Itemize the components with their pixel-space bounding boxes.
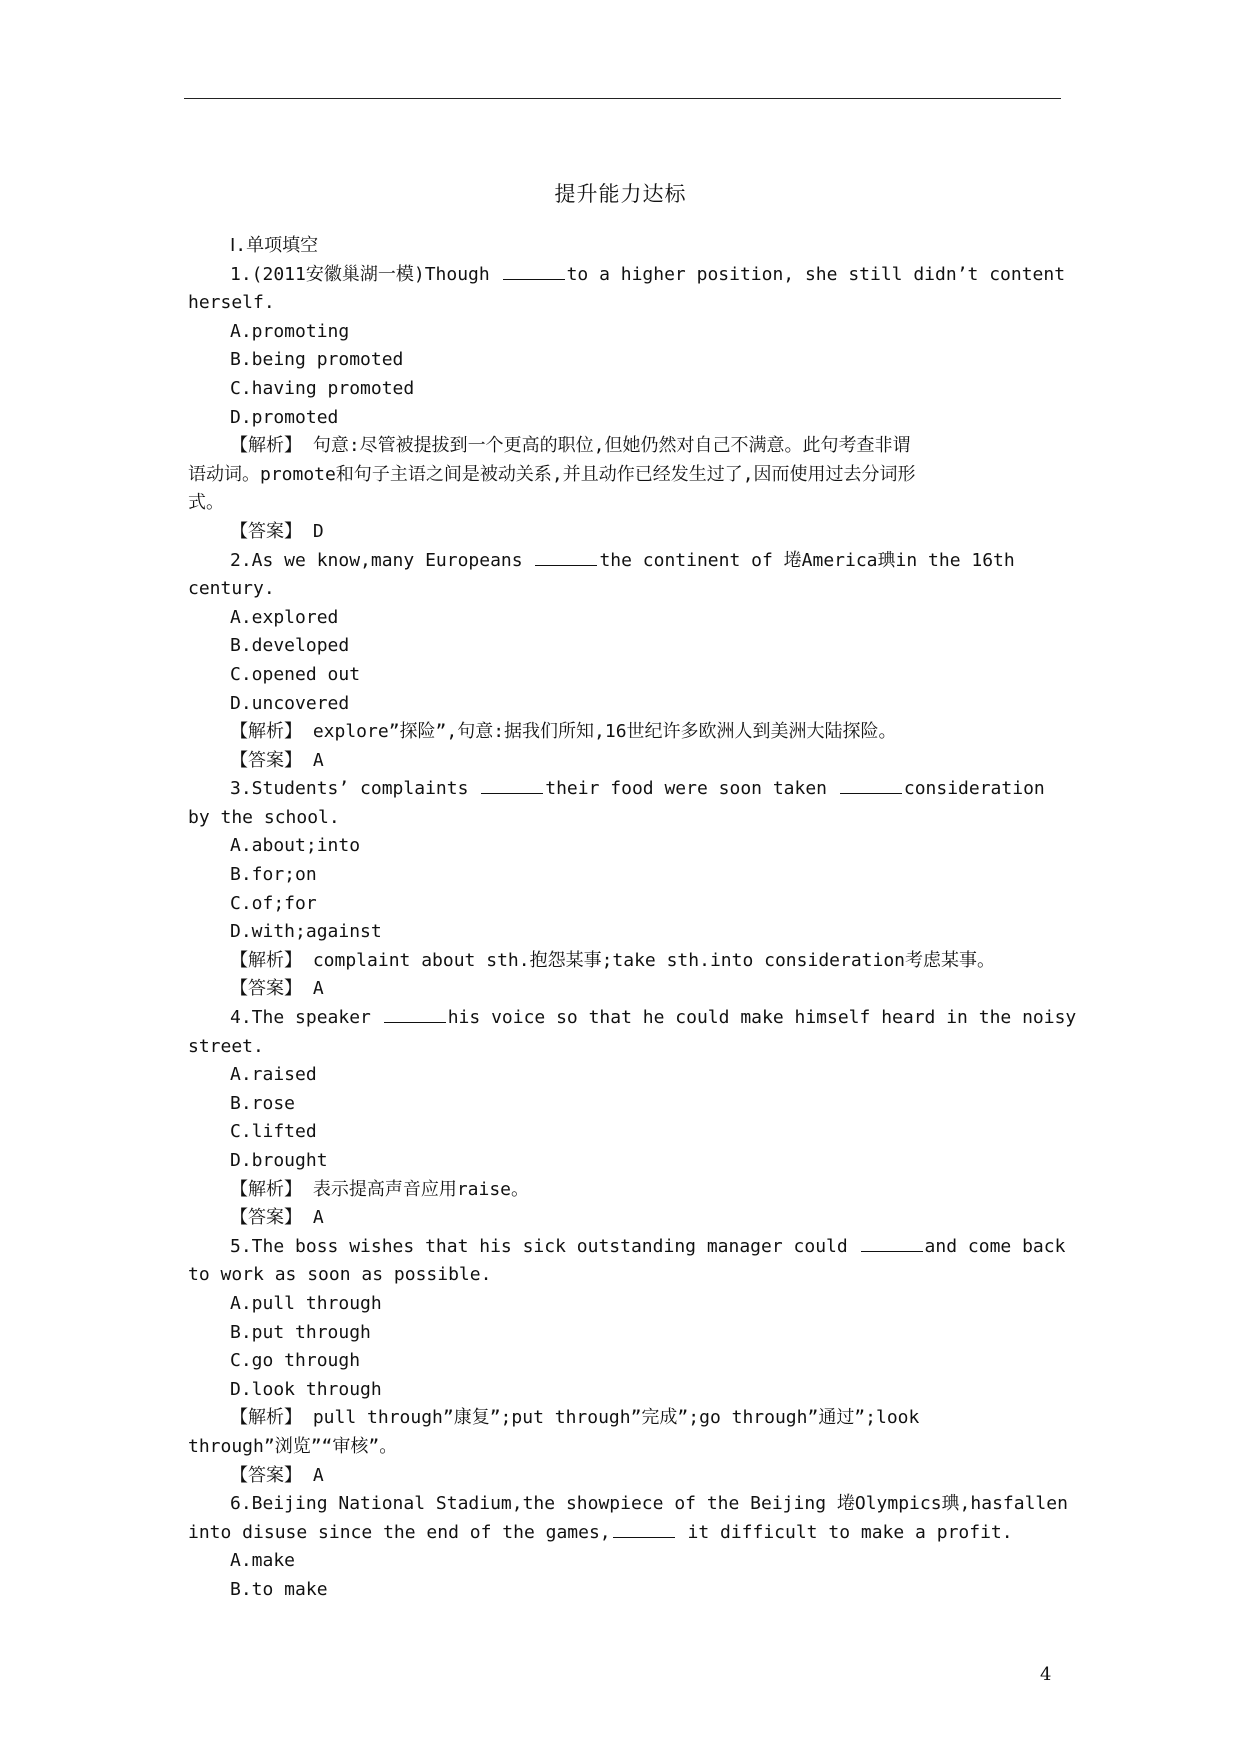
page-number: 4	[1040, 1664, 1052, 1685]
option-d: D.brought	[230, 1150, 328, 1171]
exercise-content	[188, 232, 1077, 1605]
option-a: A.make	[230, 1550, 296, 1572]
analysis-line: 【解析】 句意:尽管被提拔到一个更高的职位,但她仍然对自己不满意。此句考查非谓	[230, 435, 911, 457]
q4-stem-before: 4.The speaker	[230, 1007, 382, 1029]
q3-stem-mid: their food were soon taken	[545, 778, 838, 800]
q6-stem: 6.Beijing National Stadium,the showpiece of the Beijing 埢Olympics琠,hasfallen	[230, 1493, 1068, 1515]
analysis-line: 【解析】 pull through”康复”;put through”完成”;go through”通过”;look	[230, 1407, 920, 1429]
q2-stem-cont: century.	[188, 578, 275, 600]
question-5	[188, 1233, 1066, 1490]
q5-stem-before: 5.The boss wishes that his sick outstanding manager could	[230, 1235, 859, 1257]
q4-stem-cont: street.	[188, 1035, 264, 1057]
question-3	[188, 775, 1058, 1004]
header-rule	[184, 98, 1061, 99]
q1-stem-after: to a higher position, she still didn’t content	[566, 263, 1066, 285]
option-c: C.of;for	[230, 892, 317, 914]
option-b: B.put through	[230, 1321, 371, 1343]
option-d: D.uncovered	[230, 692, 350, 714]
option-a: A.raised	[230, 1064, 317, 1086]
option-d: D.promoted	[230, 406, 339, 428]
q1-stem-before: 1.(2011安徽巢湖一模)Though	[230, 263, 501, 285]
q1-stem-cont: herself.	[188, 292, 275, 314]
option-d: D.look through	[230, 1378, 382, 1400]
option-a: A.promoting	[230, 320, 350, 342]
question-6	[188, 1490, 1068, 1604]
option-a: A.about;into	[230, 835, 361, 857]
q5-stem-after: and come back	[924, 1235, 1066, 1257]
q3-stem-cont: by the school.	[188, 806, 340, 828]
option-c: C.opened out	[230, 663, 361, 685]
answer-line: 【答案】 A	[230, 749, 324, 771]
answer-line: 【答案】 D	[230, 520, 324, 542]
answer-line: 【答案】 A	[230, 1464, 324, 1486]
option-a: A.explored	[230, 606, 339, 628]
answer-line: 【答案】 A	[230, 1207, 324, 1229]
option-b: B.developed	[230, 635, 350, 657]
analysis-line: 式。	[188, 492, 224, 514]
page-title: 提升能力达标	[554, 182, 687, 206]
option-b: B.rose	[230, 1092, 296, 1114]
option-b: B.for;on	[230, 864, 317, 886]
q6-stem-cont-before: into disuse since the end of the games,	[188, 1521, 611, 1543]
answer-line: 【答案】 A	[230, 978, 324, 1000]
answer-blank	[535, 549, 597, 566]
question-2	[188, 547, 1058, 776]
q3-stem-after: consideration	[903, 778, 1045, 800]
answer-blank	[840, 777, 902, 794]
q2-stem-after: the continent of 埢America琠in the 16th	[599, 549, 1015, 571]
q5-stem-cont: to work as soon as possible.	[188, 1264, 492, 1286]
q4-stem-after: his voice so that he could make himself heard in the noisy	[447, 1007, 1077, 1029]
q3-stem-before: 3.Students’ complaints	[230, 778, 480, 800]
option-c: C.go through	[230, 1350, 361, 1372]
answer-blank	[384, 1006, 446, 1023]
analysis-line: 语动词。promote和句子主语之间是被动关系,并且动作已经发生过了,因而使用过去分词形	[188, 463, 916, 485]
answer-blank	[503, 263, 565, 280]
answer-blank	[861, 1235, 923, 1252]
answer-blank	[481, 777, 543, 794]
question-4	[188, 1004, 1077, 1233]
option-d: D.with;against	[230, 921, 382, 943]
section-heading: Ⅰ.单项填空	[230, 235, 319, 256]
analysis-line: 【解析】 explore”探险”,句意:据我们所知,16世纪许多欧洲人到美洲大陆探险。	[230, 721, 897, 743]
analysis-line: 【解析】 complaint about sth.抱怨某事;take sth.into consideration考虑某事。	[230, 949, 996, 971]
answer-blank	[613, 1521, 675, 1538]
option-c: C.having promoted	[230, 377, 415, 399]
q6-stem-cont-after: it difficult to make a profit.	[676, 1521, 1013, 1543]
question-1	[188, 261, 1066, 547]
option-b: B.to make	[230, 1578, 328, 1600]
option-a: A.pull through	[230, 1292, 382, 1314]
analysis-line: through”浏览”“审核”。	[188, 1435, 398, 1457]
analysis-line: 【解析】 表示提高声音应用raise。	[230, 1178, 530, 1200]
option-c: C.lifted	[230, 1121, 317, 1143]
q2-stem-before: 2.As we know,many Europeans	[230, 549, 534, 571]
option-b: B.being promoted	[230, 349, 404, 371]
